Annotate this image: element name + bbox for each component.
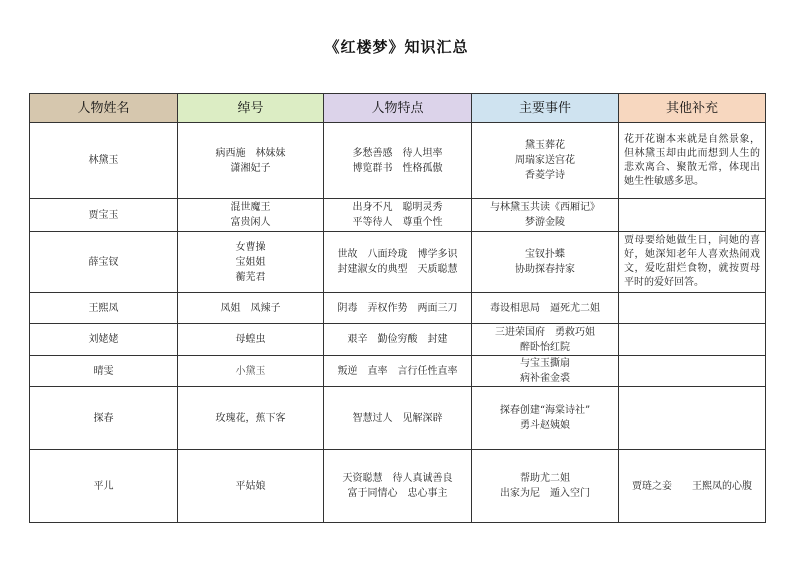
notes-cell: [619, 293, 766, 324]
header-events: 主要事件: [472, 94, 619, 123]
trait-line: 阴毒 弄权作势 两面三刀: [337, 302, 458, 314]
trait-line: 富于同情心 忠心事主: [347, 488, 448, 499]
table-row: [30, 324, 766, 356]
notes-cell: [619, 199, 766, 232]
event-line: 梦游金陵: [525, 217, 565, 228]
trait-line: 封建淑女的典型 天质聪慧: [337, 264, 458, 275]
trait-line: 叛逆 直率 言行任性直率: [337, 365, 458, 377]
character-name: 刘姥姥: [30, 324, 178, 356]
character-name: 薛宝钗: [30, 232, 178, 293]
header-row: [30, 94, 766, 123]
nickname-line: 母蝗虫: [235, 334, 266, 345]
table-row: [30, 123, 766, 199]
traits-cell: [324, 199, 472, 232]
table-row: [30, 293, 766, 324]
traits-cell: [324, 387, 472, 450]
page-title: 《红楼梦》知识汇总: [324, 38, 469, 56]
nickname-cell: [178, 123, 324, 199]
trait-line: 平等待人 尊重个性: [352, 217, 443, 228]
events-cell: [472, 356, 619, 387]
character-name: 探春: [30, 387, 178, 450]
nickname-line: 平姑娘: [235, 480, 266, 492]
event-line: 与宝玉撕扇: [520, 358, 570, 369]
table-row: [30, 232, 766, 293]
nickname-cell: [178, 232, 324, 293]
character-name: 王熙凤: [30, 293, 178, 324]
nickname-line: 蘅芜君: [235, 271, 266, 283]
header-name: 人物姓名: [30, 94, 178, 123]
traits-cell: [324, 232, 472, 293]
event-line: 协助探春持家: [515, 264, 575, 275]
nickname-line: 女曹操: [235, 241, 266, 253]
events-cell: [472, 293, 619, 324]
nickname-cell: [178, 293, 324, 324]
notes-cell: [619, 387, 766, 450]
event-line: 病补雀金裘: [520, 373, 570, 384]
nickname-line: 病西施 林妹妹: [215, 147, 286, 159]
header-nickname: 绰号: [178, 94, 324, 123]
nickname-line: 潇湘妃子: [230, 162, 271, 174]
event-line: 与林黛玉共读《西厢记》: [490, 202, 600, 213]
nickname-line: 富贵闲人: [230, 217, 271, 228]
events-cell: [472, 232, 619, 293]
nickname-cell: [178, 324, 324, 356]
nickname-cell: [178, 199, 324, 232]
trait-line: 多愁善感 待人坦率: [352, 147, 443, 159]
traits-cell: [324, 123, 472, 199]
event-line: 醉卧怡红院: [520, 341, 570, 353]
event-line: 宝钗扑蝶: [525, 249, 565, 260]
table-row: [30, 450, 766, 523]
notes-cell: [619, 324, 766, 356]
nickname-line: 凤姐 凤辣子: [220, 302, 281, 314]
nickname-line: 混世魔王: [230, 202, 271, 213]
notes-cell: [619, 356, 766, 387]
events-cell: [472, 450, 619, 523]
character-name: 平儿: [30, 450, 178, 523]
table-row: [30, 199, 766, 232]
event-line: 香菱学诗: [525, 170, 565, 181]
events-cell: [472, 387, 619, 450]
table-row: [30, 387, 766, 450]
event-line: 三进荣国府 勇救巧姐: [495, 326, 595, 338]
header-traits: 人物特点: [324, 94, 472, 123]
event-line: 黛玉葬花: [525, 140, 565, 151]
nickname-line: 玫瑰花，蕉下客: [215, 412, 286, 424]
notes-cell: 贾琏之妾 王熙凤的心腹: [619, 450, 766, 523]
traits-cell: [324, 356, 472, 387]
events-cell: [472, 199, 619, 232]
nickname-cell: [178, 387, 324, 450]
traits-cell: [324, 324, 472, 356]
nickname-line: 宝姐姐: [235, 256, 266, 268]
character-name: 林黛玉: [30, 123, 178, 199]
knowledge-table: [29, 93, 766, 523]
traits-cell: [324, 293, 472, 324]
events-cell: [472, 123, 619, 199]
event-line: 探春创建“海棠诗社”: [499, 405, 591, 416]
nickname-cell: [178, 450, 324, 523]
trait-line: 智慧过人 见解深辟: [352, 412, 443, 424]
trait-line: 天资聪慧 待人真诚善良: [342, 473, 453, 484]
character-name: 晴雯: [30, 356, 178, 387]
trait-line: 博览群书 性格孤傲: [352, 162, 443, 174]
character-name: 贾宝玉: [30, 199, 178, 232]
event-line: 勇斗赵姨娘: [520, 420, 570, 431]
notes-cell: 贾母要给她做生日，问她的喜好，她深知老年人喜欢热闹戏文，爱吃甜烂食物，就按贾母平时的爱好回答。: [619, 232, 766, 293]
event-line: 帮助尤二姐: [520, 473, 570, 484]
event-line: 毒设相思局 逼死尤二姐: [490, 302, 600, 314]
event-line: 出家为尼 遁入空门: [500, 488, 590, 499]
nickname-line: 小黛玉: [235, 365, 266, 377]
events-cell: [472, 324, 619, 356]
nickname-cell: [178, 356, 324, 387]
notes-cell: 花开花谢本来就是自然景象，但林黛玉却由此而想到人生的悲欢离合、聚散无常，体现出她生性敏感多思。: [619, 123, 766, 199]
trait-line: 艰辛 勤俭穷酸 封建: [347, 334, 448, 345]
traits-cell: [324, 450, 472, 523]
trait-line: 出身不凡 聪明灵秀: [352, 202, 443, 213]
trait-line: 世故 八面玲珑 博学多识: [337, 249, 458, 260]
event-line: 周瑞家送宫花: [515, 155, 575, 166]
table-row: [30, 356, 766, 387]
header-notes: 其他补充: [619, 94, 766, 123]
